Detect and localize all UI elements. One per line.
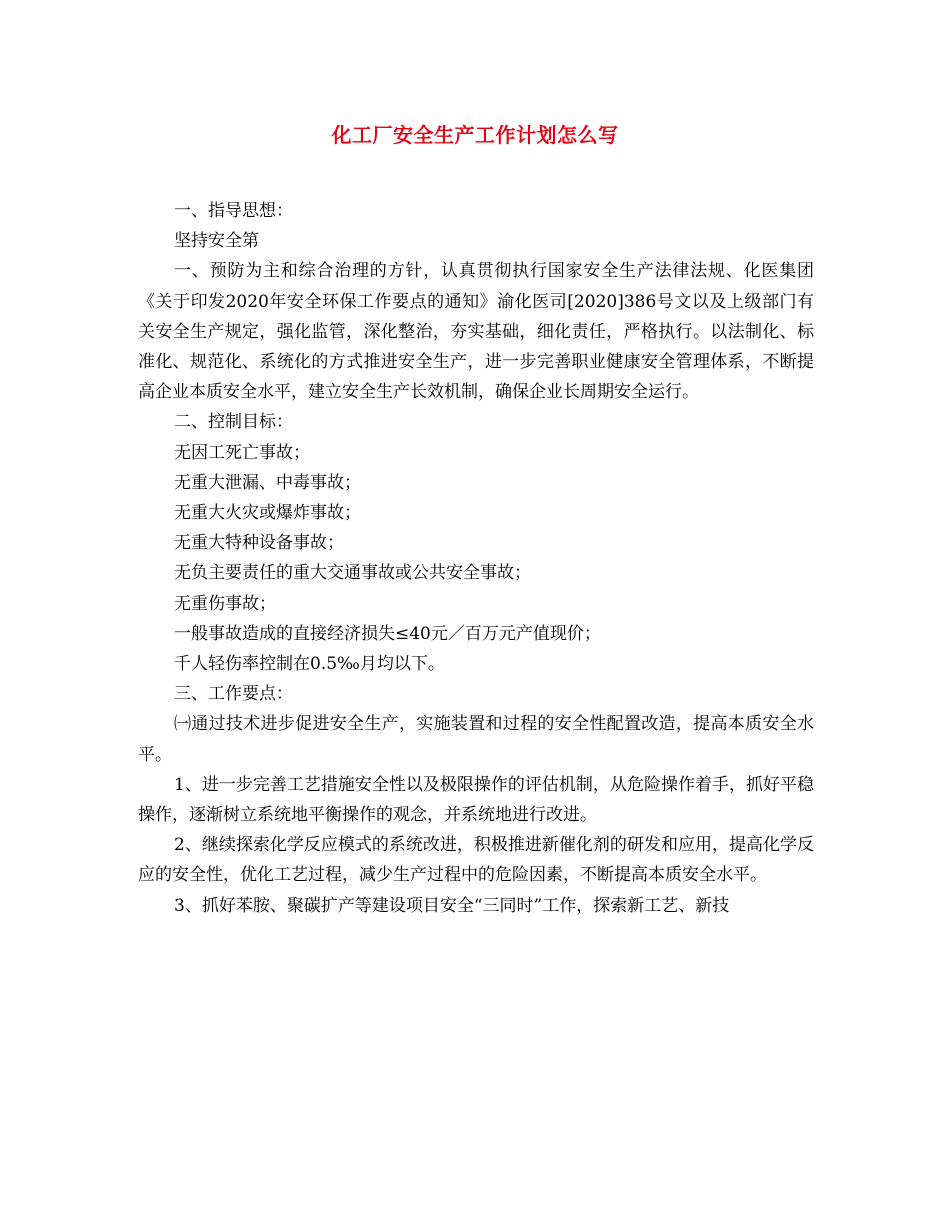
- paragraph: 一、预防为主和综合治理的方针，认真贯彻执行国家安全生产法律法规、化医集团《关于印发2020年安全环保工作要点的通知》渝化医司[2020]386号文以及上级部门有关安全生产规定，强化监管，深化整治，夯实基础，细化责任，严格执行。以法制化、标准化、规范化、系统化的方式推进安全生产，进一步完善职业健康安全管理体系，不断提高企业本质安全水平，建立安全生产长效机制，确保企业长周期安全运行。: [138, 261, 814, 403]
- document-body: [138, 196, 814, 921]
- paragraph: 无负主要责任的重大交通事故或公共安全事故；: [174, 563, 531, 584]
- paragraph: 坚持安全第: [174, 231, 259, 252]
- paragraph: 三、工作要点：: [174, 684, 293, 705]
- paragraph: 一、指导思想：: [174, 201, 293, 221]
- paragraph: 千人轻伤率控制在0.5‰月均以下。: [174, 654, 445, 675]
- paragraph: 无因工死亡事故；: [174, 442, 310, 463]
- paragraph: 2、继续探索化学反应模式的系统改进，积极推进新催化剂的研发和应用，提高化学反应的安全性，优化工艺过程，减少生产过程中的危险因素，不断提高本质安全水平。: [138, 835, 814, 886]
- paragraph: 1、进一步完善工艺措施安全性以及极限操作的评估机制，从危险操作着手，抓好平稳操作，逐渐树立系统地平衡操作的观念，并系统地进行改进。: [138, 774, 814, 826]
- paragraph: 无重伤事故；: [174, 593, 276, 614]
- paragraph: 一般事故造成的直接经济损失≤40元／百万元产值现价；: [174, 623, 601, 644]
- paragraph: 无重大火灾或爆炸事故；: [174, 503, 361, 524]
- paragraph: 无重大泄漏、中毒事故；: [174, 472, 361, 493]
- paragraph: ㈠通过技术进步促进安全生产，实施装置和过程的安全性配置改造，提高本质安全水平。: [138, 714, 814, 765]
- paragraph: 二、控制目标：: [174, 412, 293, 433]
- document-title: 化工厂安全生产工作计划怎么写: [331, 123, 619, 147]
- paragraph: 无重大特种设备事故；: [174, 533, 344, 554]
- paragraph: 3、抓好苯胺、聚碳扩产等建设项目安全“三同时”工作，探索新工艺、新技: [174, 895, 730, 916]
